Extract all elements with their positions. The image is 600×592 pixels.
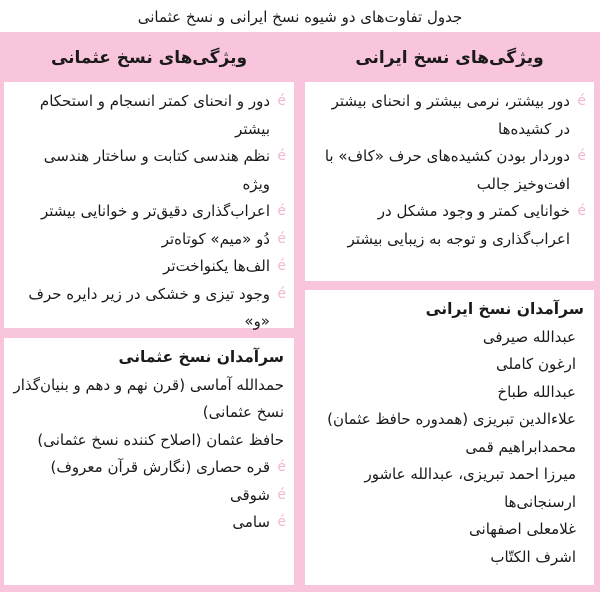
list-item: é نظم هندسی کتابت و ساختار هندسی ویژه [12, 143, 284, 198]
list-item: é اعراب‌گذاری دقیق‌تر و خوانایی بیشتر [12, 198, 284, 226]
list-item: غلامعلی اصفهانی [469, 520, 576, 538]
iranian-features-heading: ویژگی‌های نسخ ایرانی [355, 48, 544, 68]
list-item: é خوانایی کمتر و وجود مشکل در اعراب‌گذاری و توجه به زیبایی بیشتر [313, 198, 584, 253]
list-item: é شوقی [12, 482, 284, 510]
list-item: é دُو «میم» کوتاه‌تر [12, 226, 284, 254]
list-item: é دور و انحنای کمتر انسجام و استحکام بیشتر [12, 88, 284, 143]
list-item: عبدالله طباخ [497, 382, 576, 401]
list-item: é دور بیشتر، نرمی بیشتر و انحنای بیشتر در کشیده‌ها [313, 88, 584, 143]
list-item: é الف‌ها یکنواخت‌تر [12, 253, 284, 281]
list-item: اشرف الکتّاب [490, 547, 576, 566]
list-item: میرزا احمد تبریزی، عبدالله عاشور [364, 465, 576, 483]
list-item: حمدالله آماسی (قرن نهم و دهم و بنیان‌گذار نسخ عثمانی) [13, 375, 284, 421]
ottoman-features-heading: ویژگی‌های نسخ عثمانی [50, 48, 248, 68]
list-item: حافظ عثمان (اصلاح کننده نسخ عثمانی) [37, 430, 284, 449]
bullet-icon: é [277, 459, 286, 475]
bullet-icon: é [577, 93, 586, 109]
list-item: علاءالدین تبریزی (همدوره حافظ عثمان) [327, 410, 576, 428]
list-item: ارغون کاملی [495, 355, 576, 373]
list-item: é قره حصاری (نگارش قرآن معروف) [12, 454, 284, 482]
list-item: ارسنجانی‌ها [504, 492, 576, 511]
bullet-icon: é [277, 230, 286, 247]
list-item: محمدابراهیم قمی [465, 437, 576, 456]
iranian-masters-box [305, 290, 594, 585]
list-item: é دوردار بودن کشیده‌های حرف «کاف» با افت‌وخیز جالب [313, 143, 584, 198]
bullet-icon: é [277, 486, 286, 503]
bullet-icon: é [277, 258, 286, 274]
bullet-icon: é [277, 93, 286, 109]
bullet-icon: é [277, 285, 286, 302]
bullet-icon: é [277, 148, 286, 164]
iranian-masters-title: سرآمدان نسخ ایرانی [425, 300, 584, 318]
list-item: é وجود تیزی و خشکی در زیر دایره حرف «و» [12, 281, 284, 336]
bullet-icon: é [577, 203, 586, 219]
bullet-icon: é [277, 514, 286, 530]
iranian-features-box [305, 82, 594, 281]
ottoman-masters-title: سرآمدان نسخ عثمانی [118, 348, 284, 366]
list-item: عبدالله صیرفی [482, 327, 576, 346]
ottoman-masters-box [4, 338, 294, 585]
bullet-icon: é [277, 203, 286, 219]
list-item: é سامی [12, 509, 284, 537]
table-caption: جدول تفاوت‌های دو شیوه نسخ ایرانی و نسخ عثمانی [137, 8, 463, 26]
ottoman-features-box [4, 82, 294, 328]
bullet-icon: é [577, 148, 586, 164]
